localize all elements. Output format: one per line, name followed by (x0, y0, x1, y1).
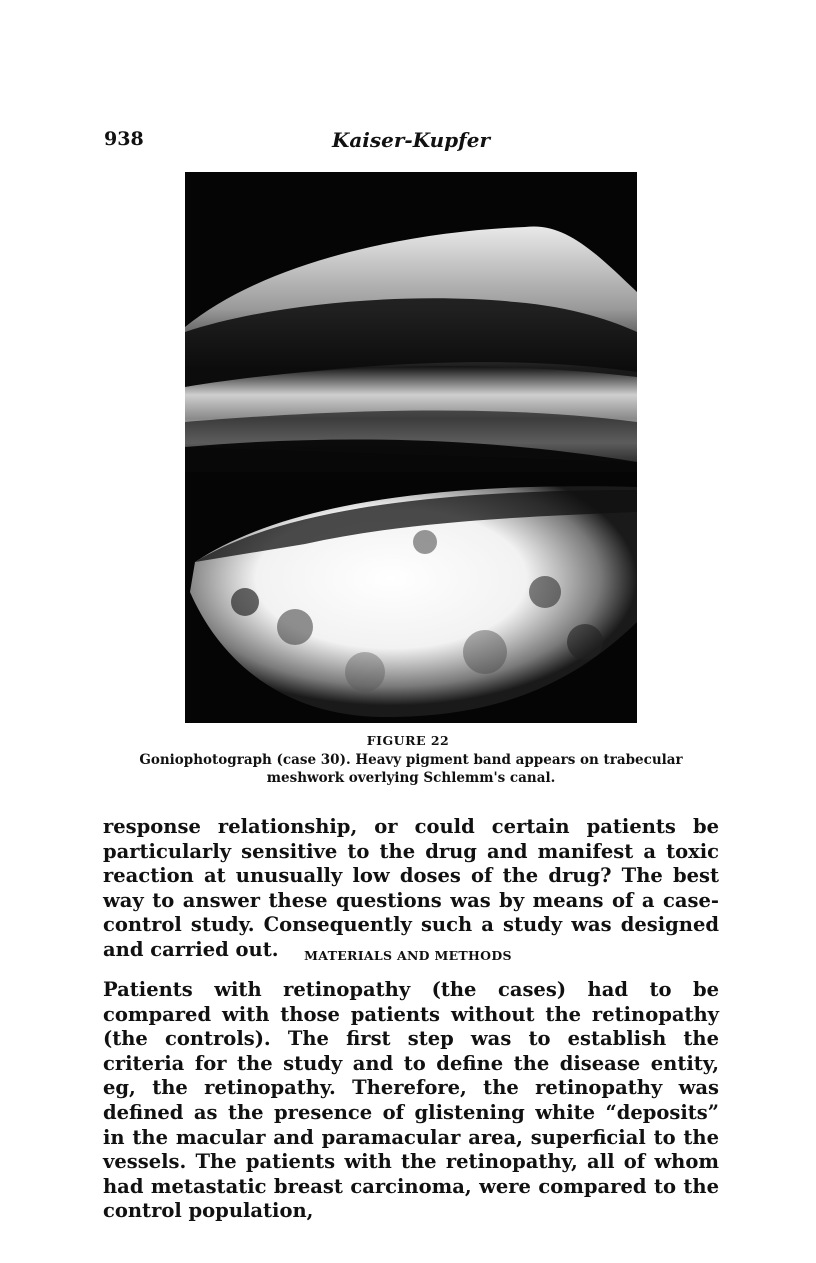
body-paragraph: response relationship, or could certain patients be particularly sensitive to the drug and manifest a toxic reaction at unusually low doses of the drug? The best way to answer these questions was by means of a case-control study. Consequently such a study was designed and carried out. (103, 815, 719, 961)
figure-label: FIGURE 22 (366, 733, 450, 748)
page-header (104, 128, 718, 158)
running-head: Kaiser-Kupfer (331, 128, 491, 152)
figure-caption: Goniophotograph (case 30). Heavy pigment band appears on trabecular meshwork overlying Schlemm's canal. (139, 752, 683, 786)
page-number: 938 (104, 128, 144, 150)
goniophotograph-image (185, 172, 637, 723)
section-heading: MATERIALS AND METHODS (304, 948, 512, 963)
body-paragraph: Patients with retinopathy (the cases) had to be compared with those patients without the retinopathy (the controls). The first step was to establish the criteria for the study and to define the disease entity, eg, the retinopathy. Therefore, the retinopathy was defined as the presence of glistening white “deposits” in the macular and paramacular area, superficial to the vessels. The patients with the retinopathy, all of whom had metastatic breast carcinoma, were compared to the control population, (103, 978, 719, 1223)
